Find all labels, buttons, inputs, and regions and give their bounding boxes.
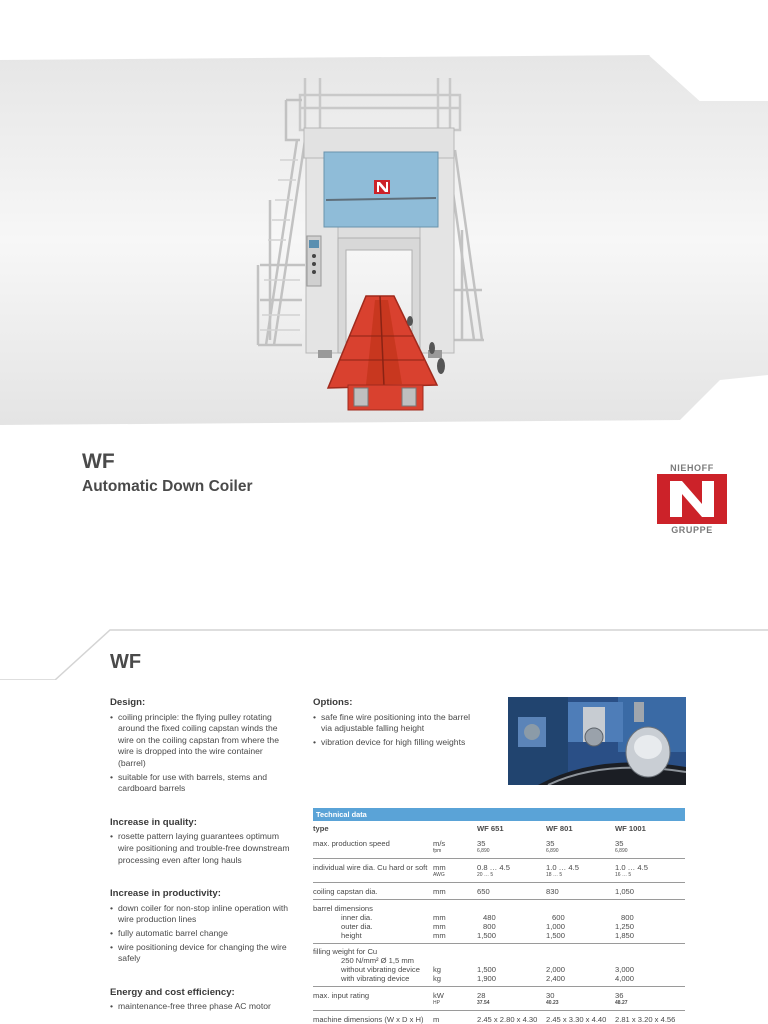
table-cell: 1,850	[615, 931, 635, 940]
energy-list	[110, 1001, 290, 1013]
table-row	[313, 956, 685, 965]
wire-label: individual wire dia. Cu hard or soft	[313, 863, 428, 872]
table-row	[313, 931, 685, 940]
technical-data-table	[313, 808, 685, 1024]
capstan-unit: mm	[433, 887, 446, 896]
table-cell: 16 … 5	[615, 872, 632, 878]
design-list	[110, 712, 290, 795]
table-cell: 1,250	[615, 922, 635, 931]
logo-top-text: NIEHOFF	[670, 463, 714, 473]
table-cell: 6,890	[477, 848, 490, 854]
options-heading: Options:	[313, 697, 353, 708]
wire-unit: mm	[433, 863, 446, 872]
table-cell: 40.23	[546, 1000, 559, 1006]
table-cell: mm	[433, 913, 446, 922]
speed-label: max. production speed	[313, 839, 390, 848]
options-column	[313, 697, 473, 758]
dims-label: machine dimensions (W x D x H)	[313, 1015, 424, 1024]
productivity-heading: Increase in productivity:	[110, 888, 221, 900]
quality-heading: Increase in quality:	[110, 816, 197, 828]
filling-label: filling weight for Cu	[313, 947, 378, 956]
list-item: • maintenance-free three phase AC motor	[110, 1001, 290, 1013]
table-cell: 35	[546, 839, 555, 848]
type-label: type	[313, 824, 329, 833]
product-code: WF	[82, 450, 115, 473]
capstan-label: coiling capstan dia.	[313, 887, 378, 896]
list-item: • down coiler for non-stop inline operation with wire production lines	[110, 903, 290, 926]
table-cell: 650	[477, 887, 490, 896]
table-row	[313, 821, 685, 835]
table-cell: 35	[615, 839, 624, 848]
logo-bottom-text: GRUPPE	[671, 525, 713, 535]
table-cell: 2.45 x 2.80 x 4.30	[477, 1015, 538, 1024]
table-cell: 1,500	[546, 931, 566, 940]
list-item: • fully automatic barrel change	[110, 928, 290, 940]
speed-unit2: fpm	[433, 848, 442, 854]
input-unit2: HP	[433, 1000, 440, 1006]
table-cell: 2.45 x 3.30 x 4.40	[546, 1015, 607, 1024]
logo-n-icon	[657, 474, 727, 524]
machine-detail-photo	[508, 697, 686, 785]
model-1001: WF 1001	[615, 824, 646, 833]
table-cell: 1,000	[546, 922, 566, 931]
model-651: WF 651	[477, 824, 504, 833]
table-cell: 830	[546, 887, 559, 896]
table-cell: 2,400	[546, 974, 566, 983]
barrel-label: barrel dimensions	[313, 904, 373, 913]
list-item: • suitable for use with barrels, stems and cardboard barrels	[110, 772, 290, 795]
list-item: • rosette pattern laying guarantees optimum wire positioning and trouble-free downstream processing even after long hauls	[110, 831, 290, 866]
list-item: • vibration device for high filling weights	[313, 737, 473, 749]
niehoff-logo	[656, 463, 728, 535]
table-row	[313, 883, 685, 897]
table-row	[313, 900, 685, 914]
table-cell: 0.8 … 4.5	[477, 863, 510, 872]
model-801: WF 801	[546, 824, 573, 833]
features-column	[110, 697, 290, 1023]
filling-without-label: without vibrating device	[341, 965, 420, 974]
table-cell: 37.54	[477, 1000, 490, 1006]
quality-list	[110, 831, 290, 866]
table-row	[313, 965, 685, 974]
design-heading: Design:	[110, 697, 146, 708]
table-row	[313, 974, 685, 983]
list-item: • coiling principle: the flying pulley rotating around the fixed coiling capstan winds the wire on the coiling capstan from where the wire is dropped into the wire container (barrel)	[110, 712, 290, 770]
options-list	[313, 712, 473, 749]
table-cell: 6,890	[546, 848, 559, 854]
section-title: WF	[110, 651, 142, 673]
table-row	[313, 1011, 685, 1024]
barrel-inner-label: inner dia.	[341, 913, 373, 922]
input-label: max. input rating	[313, 991, 370, 1000]
table-cell: 1,500	[477, 965, 497, 974]
table-cell: 600	[552, 913, 565, 922]
product-title-block	[82, 450, 253, 496]
table-cell: 20 … 5	[477, 872, 494, 878]
product-name: Automatic Down Coiler	[82, 478, 253, 495]
table-header	[313, 808, 685, 821]
table-cell: 1,500	[477, 931, 497, 940]
coiler-machine-image	[0, 0, 768, 440]
table-cell: 1,050	[615, 887, 635, 896]
table-cell: 800	[621, 913, 634, 922]
table-row	[313, 913, 685, 922]
input-unit: kW	[433, 991, 444, 1000]
table-cell: 1,900	[477, 974, 497, 983]
table-cell: 18 … 5	[546, 872, 563, 878]
barrel-outer-label: outer dia.	[341, 922, 373, 931]
tech-header-label: Technical data	[313, 808, 685, 821]
table-cell: 2.81 x 3.20 x 4.56	[615, 1015, 676, 1024]
table-cell: kg	[433, 965, 442, 974]
logo-n-box	[657, 474, 727, 524]
table-cell: 28	[477, 991, 486, 1000]
table-cell: 35	[477, 839, 486, 848]
table-cell: 800	[483, 922, 496, 931]
filling-with-label: with vibrating device	[341, 974, 410, 983]
dims-unit: m	[433, 1015, 440, 1024]
table-row	[313, 922, 685, 931]
table-row	[313, 987, 685, 1008]
energy-heading: Energy and cost efficiency:	[110, 986, 235, 998]
barrel-height-label: height	[341, 931, 362, 940]
table-cell: 6,890	[615, 848, 628, 854]
filling-sub-label: 250 N/mm² Ø 1,5 mm	[341, 956, 414, 965]
productivity-list	[110, 903, 290, 965]
table-cell: mm	[433, 922, 446, 931]
wire-unit2: AWG	[433, 872, 445, 878]
table-cell: 1.0 … 4.5	[546, 863, 579, 872]
table-row	[313, 835, 685, 855]
table-cell: 480	[483, 913, 496, 922]
list-item: • safe fine wire positioning into the barrel via adjustable falling height	[313, 712, 473, 735]
table-cell: kg	[433, 974, 442, 983]
table-row	[313, 944, 685, 957]
table-row	[313, 859, 685, 880]
table-cell: 1.0 … 4.5	[615, 863, 648, 872]
table-cell: 4,000	[615, 974, 635, 983]
table-cell: 36	[615, 991, 624, 1000]
speed-unit: m/s	[433, 839, 446, 848]
table-cell: 3,000	[615, 965, 635, 974]
table-cell: mm	[433, 931, 446, 940]
table-cell: 30	[546, 991, 555, 1000]
list-item: • wire positioning device for changing the wire safely	[110, 942, 290, 965]
table-cell: 2,000	[546, 965, 566, 974]
table-cell: 48.27	[615, 1000, 628, 1006]
